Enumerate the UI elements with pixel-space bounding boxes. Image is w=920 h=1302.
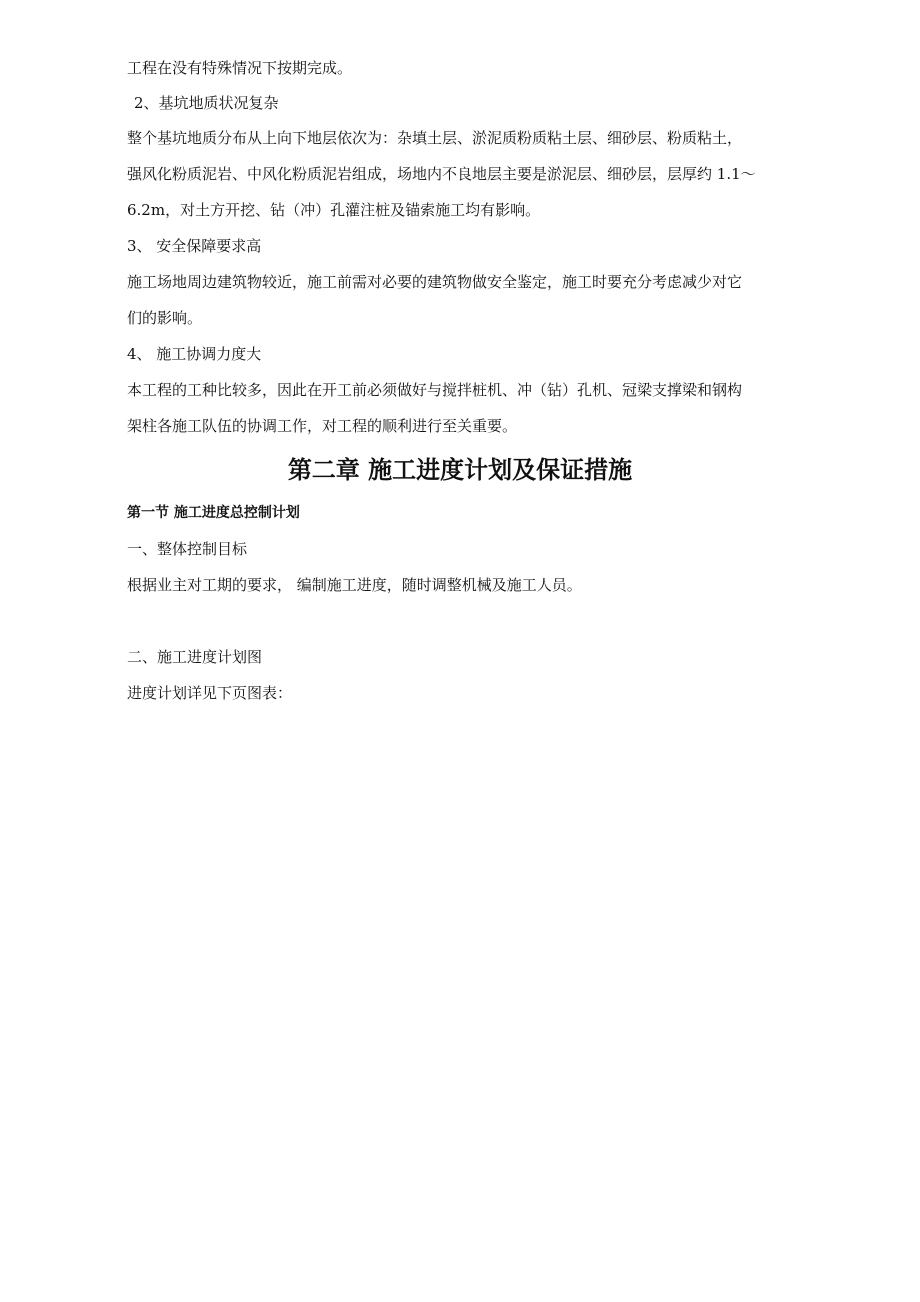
- paragraph-line: 强风化粉质泥岩、中风化粉质泥岩组成，场地内不良地层主要是淤泥层、细砂层，层厚约 1.1～: [127, 165, 756, 183]
- list-heading: 3、 安全保障要求高: [127, 237, 262, 255]
- paragraph-line: 施工场地周边建筑物较近，施工前需对必要的建筑物做安全鉴定，施工时要充分考虑减少对它: [127, 273, 743, 291]
- paragraph-line: 们的影响。: [127, 309, 203, 327]
- subsection-heading: 一、整体控制目标: [127, 540, 248, 558]
- paragraph-line: 进度计划详见下页图表：: [127, 684, 293, 702]
- list-heading: 2、基坑地质状况复杂: [134, 94, 279, 112]
- section-title: 第一节 施工进度总控制计划: [127, 505, 300, 521]
- paragraph-line: 根据业主对工期的要求， 编制施工进度，随时调整机械及施工人员。: [127, 576, 582, 594]
- paragraph-line: 工程在没有特殊情况下按期完成。: [127, 59, 353, 77]
- chapter-title: 第二章 施工进度计划及保证措施: [287, 456, 633, 484]
- paragraph-line: 架柱各施工队伍的协调工作，对工程的顺利进行至关重要。: [127, 417, 518, 435]
- paragraph-line: 6.2m，对土方开挖、钻（冲）孔灌注桩及锚索施工均有影响。: [127, 201, 541, 219]
- paragraph-line: 本工程的工种比较多，因此在开工前必须做好与搅拌桩机、冲（钻）孔机、冠梁支撑梁和钢构: [127, 381, 743, 399]
- subsection-heading: 二、施工进度计划图: [127, 648, 263, 666]
- paragraph-line: 整个基坑地质分布从上向下地层依次为：杂填土层、淤泥质粉质粘土层、细砂层、粉质粘土，: [127, 129, 743, 147]
- list-heading: 4、 施工协调力度大: [127, 345, 262, 363]
